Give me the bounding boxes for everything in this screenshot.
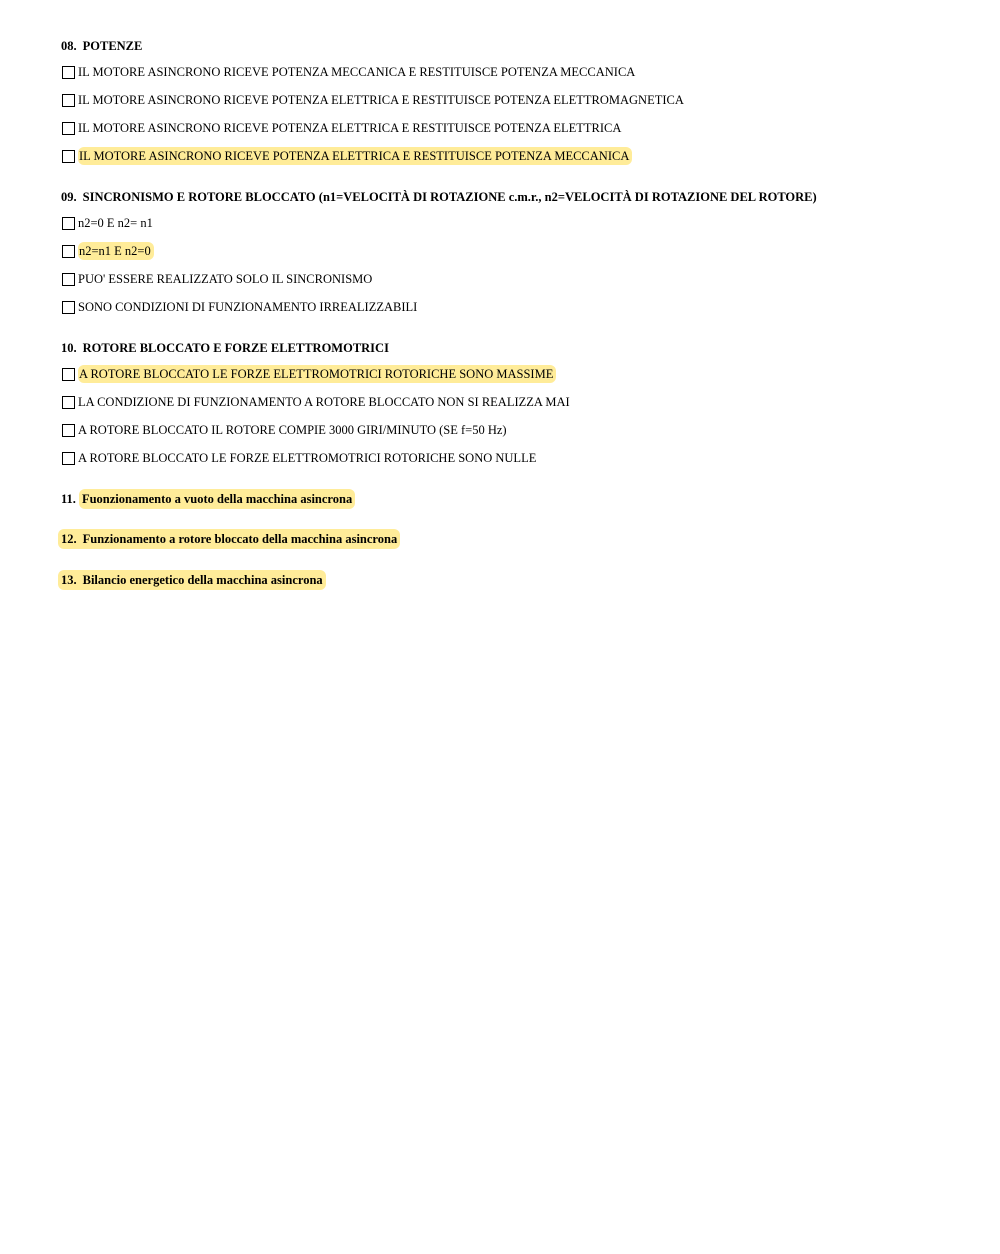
checkbox[interactable]	[62, 396, 75, 409]
question-number: 12.	[61, 532, 77, 546]
option-label-highlighted: IL MOTORE ASINCRONO RICEVE POTENZA ELETTRICA E RESTITUISCE POTENZA MECCANICA	[78, 147, 632, 165]
option-label: LA CONDIZIONE DI FUNZIONAMENTO A ROTORE BLOCCATO NON SI REALIZZA MAI	[78, 395, 570, 409]
question-title: ROTORE BLOCCATO E FORZE ELETTROMOTRICI	[82, 341, 389, 355]
option-label: n2=0 E n2= n1	[78, 216, 153, 230]
question-title: Bilancio energetico della macchina asincrona	[82, 573, 323, 587]
checkbox[interactable]	[62, 301, 75, 314]
checkbox[interactable]	[62, 245, 75, 258]
option-label-highlighted: n2=n1 E n2=0	[78, 242, 154, 260]
question-number: 10.	[61, 341, 77, 355]
question-08-option-3[interactable]	[62, 119, 623, 137]
question-08-option-2[interactable]	[62, 91, 686, 109]
question-10-heading	[61, 338, 389, 358]
option-label: A ROTORE BLOCCATO IL ROTORE COMPIE 3000 GIRI/MINUTO (SE f=50 Hz)	[78, 423, 507, 437]
checkbox[interactable]	[62, 66, 75, 79]
question-12-heading	[58, 529, 400, 549]
question-13-heading	[58, 570, 326, 590]
question-09-option-4[interactable]	[62, 298, 419, 316]
question-09-option-3[interactable]	[62, 270, 374, 288]
checkbox[interactable]	[62, 452, 75, 465]
question-title: Funzionamento a rotore bloccato della macchina asincrona	[82, 532, 398, 546]
question-number: 09.	[61, 190, 77, 204]
question-09-heading	[61, 187, 817, 207]
question-08-heading	[61, 36, 142, 56]
question-09-option-1[interactable]	[62, 214, 155, 232]
question-title-highlighted: Fuonzionamento a vuoto della macchina asincrona	[79, 489, 355, 509]
question-number: 13.	[61, 573, 77, 587]
checkbox[interactable]	[62, 273, 75, 286]
option-label: A ROTORE BLOCCATO LE FORZE ELETTROMOTRICI ROTORICHE SONO NULLE	[78, 451, 537, 465]
question-number: 11.	[61, 492, 76, 506]
question-10-option-2[interactable]	[62, 393, 572, 411]
option-label: SONO CONDIZIONI DI FUNZIONAMENTO IRREALIZZABILI	[78, 300, 418, 314]
question-11-heading	[61, 489, 355, 509]
question-10-option-4[interactable]	[62, 449, 538, 467]
question-09-option-2[interactable]	[62, 242, 154, 260]
question-title: POTENZE	[82, 39, 143, 53]
checkbox[interactable]	[62, 122, 75, 135]
checkbox[interactable]	[62, 94, 75, 107]
option-label-highlighted: A ROTORE BLOCCATO LE FORZE ELETTROMOTRICI ROTORICHE SONO MASSIME	[78, 365, 556, 383]
checkbox[interactable]	[62, 368, 75, 381]
question-10-option-1[interactable]	[62, 365, 556, 383]
question-10-option-3[interactable]	[62, 421, 509, 439]
question-08-option-4[interactable]	[62, 147, 632, 165]
option-label: IL MOTORE ASINCRONO RICEVE POTENZA MECCANICA E RESTITUISCE POTENZA MECCANICA	[78, 65, 636, 79]
question-08-option-1[interactable]	[62, 63, 637, 81]
checkbox[interactable]	[62, 217, 75, 230]
question-number: 08.	[61, 39, 77, 53]
option-label: PUO' ESSERE REALIZZATO SOLO IL SINCRONISMO	[78, 272, 373, 286]
option-label: IL MOTORE ASINCRONO RICEVE POTENZA ELETTRICA E RESTITUISCE POTENZA ELETTROMAGNETICA	[78, 93, 684, 107]
question-title: SINCRONISMO E ROTORE BLOCCATO (n1=VELOCITÀ DI ROTAZIONE c.m.r., n2=VELOCITÀ DI ROTAZIONE DEL ROTORE)	[82, 190, 817, 204]
option-label: IL MOTORE ASINCRONO RICEVE POTENZA ELETTRICA E RESTITUISCE POTENZA ELETTRICA	[78, 121, 622, 135]
checkbox[interactable]	[62, 424, 75, 437]
checkbox[interactable]	[62, 150, 75, 163]
